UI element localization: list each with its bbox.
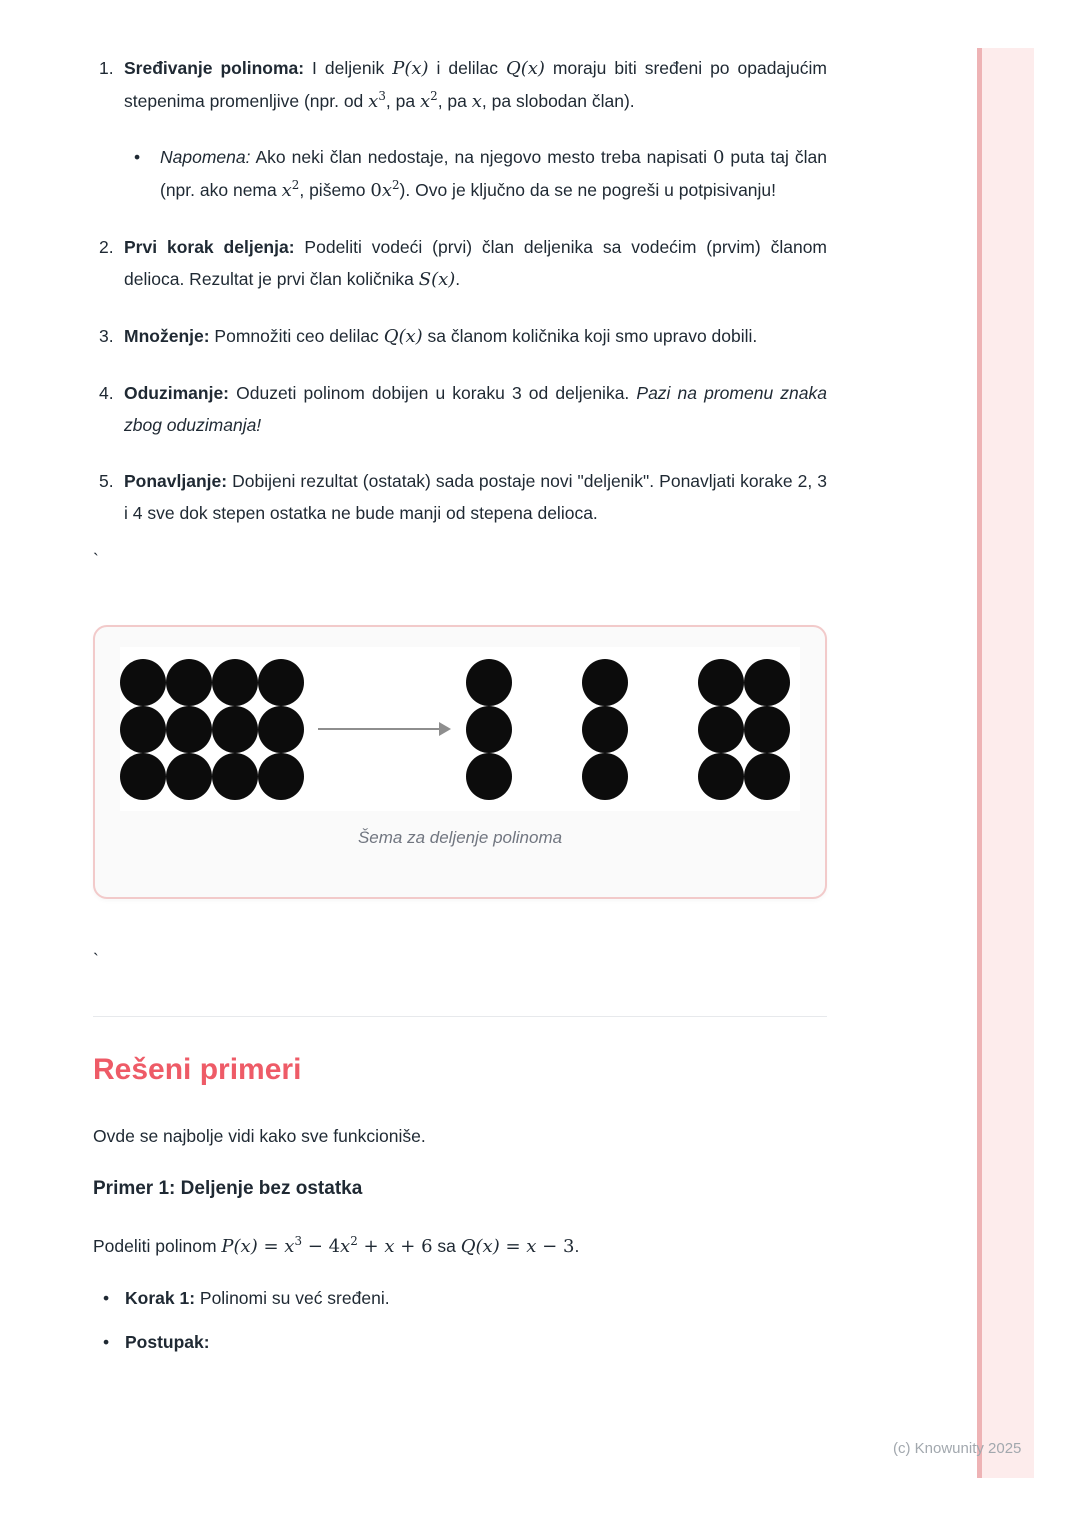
step-item-1	[93, 52, 827, 207]
bullet-item-korak	[93, 1282, 827, 1314]
intro-paragraph: Ovde se najbolje vidi kako sve funkcioniše.	[93, 1126, 426, 1146]
dot	[744, 753, 790, 800]
dot	[744, 659, 790, 706]
stray-backtick: `	[93, 950, 99, 970]
dot	[166, 659, 212, 706]
step-number: 3.	[99, 326, 114, 346]
dot	[258, 753, 304, 800]
step-item-4	[93, 377, 827, 441]
dots-image	[120, 647, 800, 811]
dot	[582, 706, 628, 753]
step-text: Prvi korak deljenja: Podeliti vodeći (prvi) član deljenika sa vodećim (prvim) članom delioca. Rezultat je prvi član količnika S(x).	[124, 237, 828, 290]
dots-grid-right	[698, 659, 790, 800]
dot	[698, 659, 744, 706]
problem-statement: Podeliti polinom $P(x) = x^3 - 4x^2 + x + 6$ sa Q(x) = x − 3.	[93, 1234, 580, 1257]
dot	[258, 659, 304, 706]
section-divider	[93, 1016, 827, 1017]
dot	[166, 753, 212, 800]
section-heading: Rešeni primeri	[93, 1053, 302, 1086]
step-text: Sređivanje polinoma: I deljenik P(x) i delilac Q(x) moraju biti sređeni po opadajućim stepenima promenljive (npr. od $x^3$, pa $x^2$, pa x, pa slobodan član).	[124, 58, 828, 112]
dot	[258, 706, 304, 753]
steps-list	[93, 52, 827, 529]
figure-box	[93, 625, 827, 899]
stray-backtick: `	[93, 550, 99, 570]
right-arrow-icon	[318, 728, 448, 730]
dot	[698, 706, 744, 753]
note-item	[124, 141, 827, 207]
bullet-text: Postupak:	[125, 1332, 210, 1352]
step-number: 1.	[99, 58, 114, 78]
side-highlight-bar	[977, 48, 1034, 1478]
steps-bullets	[93, 1282, 827, 1358]
step-item-5	[93, 465, 827, 529]
dot	[166, 706, 212, 753]
dot	[212, 753, 258, 800]
step-text: Oduzimanje: Oduzeti polinom dobijen u koraku 3 od deljenika. Pazi na promenu znaka zbog oduzimanja!	[124, 383, 827, 435]
step-number: 4.	[99, 383, 114, 403]
dot	[466, 753, 512, 800]
bullet-text: Korak 1: Polinomi su već sređeni.	[125, 1288, 390, 1308]
bullet-item-postupak	[93, 1326, 827, 1358]
dot	[120, 659, 166, 706]
dot	[120, 706, 166, 753]
dot	[466, 659, 512, 706]
dot	[698, 753, 744, 800]
note-list	[124, 141, 827, 207]
dot	[120, 753, 166, 800]
dot	[744, 706, 790, 753]
step-number: 2.	[99, 237, 114, 257]
dots-grid-left	[120, 659, 304, 800]
example-title: Primer 1: Deljenje bez ostatka	[93, 1178, 363, 1199]
bullet-icon: •	[103, 1288, 110, 1308]
footer-credit: (c) Knowunity 2025	[893, 1440, 1022, 1457]
dot	[212, 659, 258, 706]
step-number: 5.	[99, 471, 114, 491]
step-item-2	[93, 231, 827, 296]
dots-column-1	[466, 659, 512, 800]
dot	[212, 706, 258, 753]
note-text: Napomena: Ako neki član nedostaje, na njegovo mesto treba napisati 0 puta taj član (npr. ako nema $x^2$, pišemo $0x^2$). Ovo je ključno da se ne pogreši u potpisivanju!	[160, 147, 827, 201]
step-item-3	[93, 320, 827, 353]
step-text: Množenje: Pomnožiti ceo delilac Q(x) sa članom količnika koji smo upravo dobili.	[124, 326, 758, 347]
dot	[582, 753, 628, 800]
step-text: Ponavljanje: Dobijeni rezultat (ostatak) sada postaje novi "deljenik". Ponavljati korake 2, 3 i 4 sve dok stepen ostatka ne bude manji od stepena delioca.	[124, 471, 827, 523]
dots-column-2	[582, 659, 628, 800]
figure-caption: Šema za deljenje polinoma	[357, 828, 563, 847]
dot	[582, 659, 628, 706]
dot	[466, 706, 512, 753]
bullet-icon: •	[103, 1332, 110, 1352]
content-column	[93, 0, 827, 1358]
bullet-icon: •	[134, 147, 141, 167]
